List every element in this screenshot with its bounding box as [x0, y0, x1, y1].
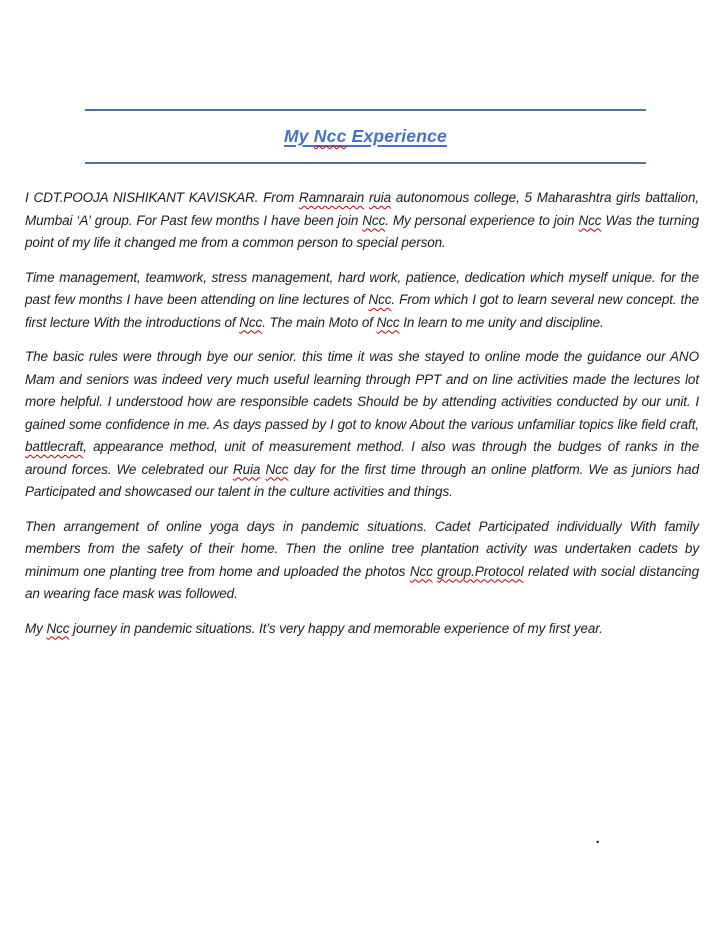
misspelled-word: Ncc [313, 126, 347, 146]
text-run: Was the turning point of my life it changed me from a common person to special person. [25, 212, 700, 250]
misspelled-word: Ncc [368, 292, 392, 307]
misspelled-word: Ruia [232, 461, 261, 477]
misspelled-word: Ncc [46, 620, 70, 636]
text-run: , appearance method, unit of measurement method. I also was through the budges of ranks in the around forces. We celebrated our [25, 439, 699, 477]
text-run: . My personal experience to join [385, 212, 579, 228]
paragraph [25, 516, 699, 606]
misspelled-word: Ncc [409, 563, 433, 579]
paragraph [25, 267, 699, 335]
text-run: My [25, 620, 47, 636]
text-run: In learn to me unity and discipline. [399, 314, 604, 330]
text-run: Time management, teamwork, stress management, hard work, patience, dedication which myself unique. for the past few months I have been attending on line lectures of [25, 269, 699, 307]
document-title [284, 126, 447, 147]
title-block [85, 109, 646, 164]
misspelled-word: Ramnarain [299, 190, 365, 205]
text-run: My [284, 126, 314, 146]
misspelled-word: Ncc [376, 314, 400, 330]
text-run: . From which I got to learn several new concept. the first lecture With the introductions of [25, 292, 700, 330]
paragraph [25, 187, 699, 255]
text-run: I CDT.POOJA NISHIKANT KAVISKAR. From [25, 190, 300, 205]
misspelled-word: Ncc [362, 212, 386, 228]
misspelled-word: battlecraft [25, 439, 84, 454]
text-run: . The main Moto of [262, 314, 377, 330]
stray-period: . [596, 830, 601, 847]
text-run: autonomous college, 5 Maharashtra girls battalion, Mumbai ‘A' group. For Past few months I have been join [25, 190, 700, 228]
misspelled-word: Ncc [239, 314, 263, 330]
misspelled-word: ruia [368, 190, 392, 205]
text-run: Experience [346, 126, 447, 146]
paragraph [25, 346, 699, 504]
text-run: The basic rules were through bye our senior. this time it was she stayed to online mode the guidance our ANO Mam and seniors was indeed very much useful learning through PPT and on line activities made the lectures lot more helpful. I understood how are responsible cadets Should be by attending activities conducted by our unit. I gained some confidence in me. As days passed by I got to know About the various unfamiliar topics like field craft, [25, 349, 699, 432]
paragraph [25, 618, 699, 641]
misspelled-word: Ncc [578, 212, 602, 228]
text-run: journey in pandemic situations. It’s very happy and memorable experience of my first year. [69, 620, 603, 636]
misspelled-word: group.Protocol [437, 563, 524, 579]
text-run: related with social distancing an wearing face mask was followed. [25, 563, 699, 601]
text-run: day for the first time through an online platform. We as juniors had Participated and showcased our talent in the culture activities and things. [25, 461, 699, 499]
misspelled-word: Ncc [265, 461, 289, 477]
document-body [25, 187, 699, 652]
text-run: Then arrangement of online yoga days in pandemic situations. Cadet Participated individually With family members from the safety of their home. Then the online tree plantation activity was undertaken cadets by minimum one planting tree from home and uploaded the photos [25, 518, 699, 579]
